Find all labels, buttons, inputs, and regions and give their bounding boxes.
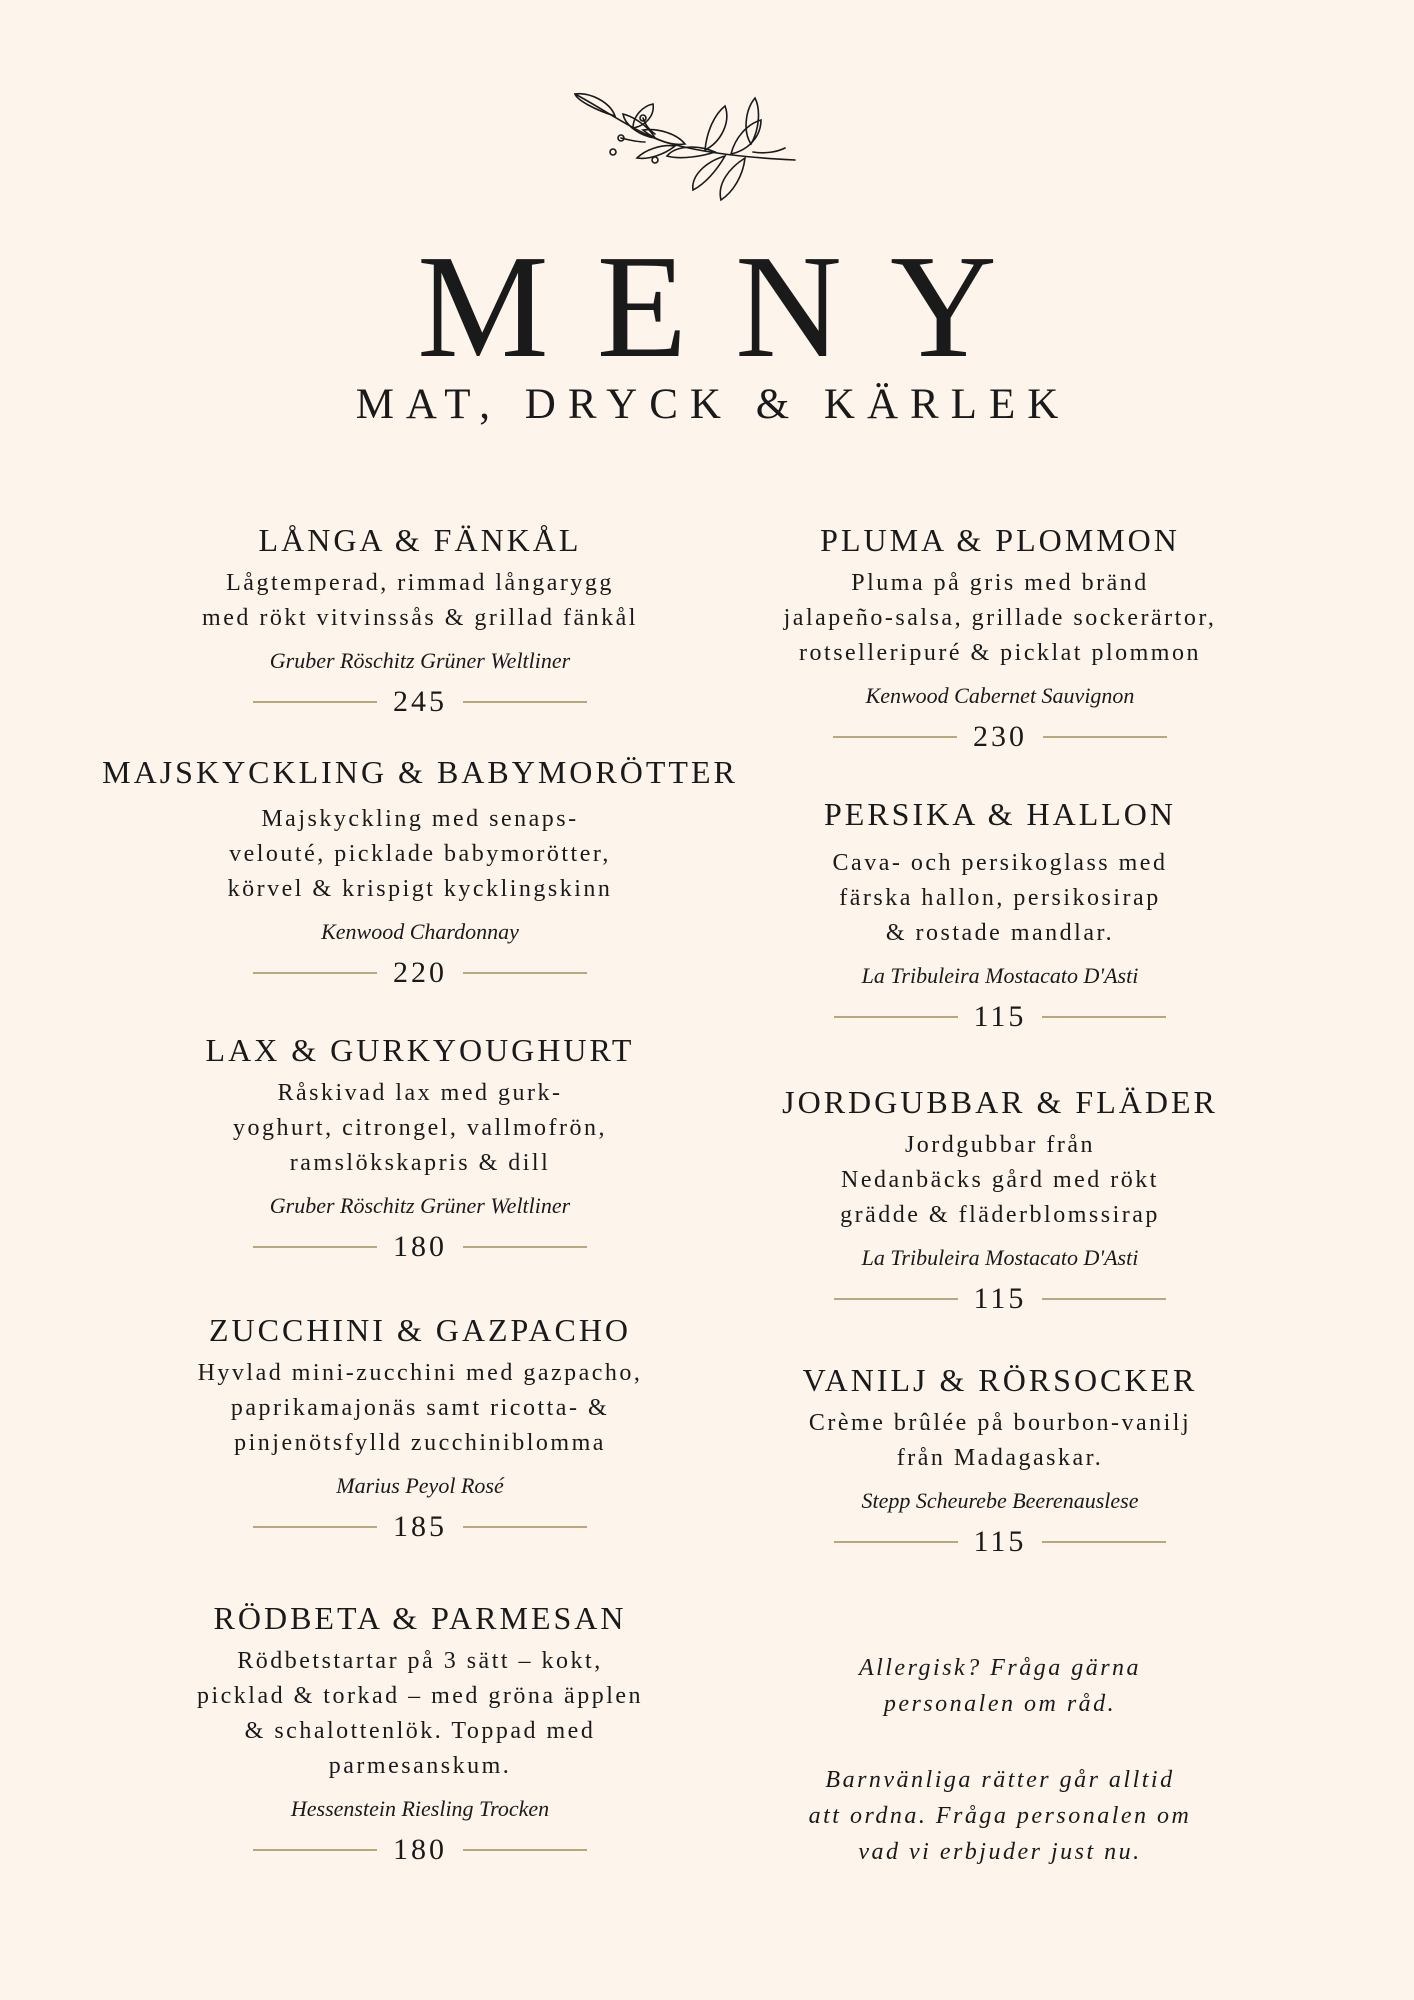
description-line: Majskyckling med senaps-	[261, 806, 579, 832]
description-line: jalapeño-salsa, grillade sockerärtor,	[783, 605, 1217, 631]
description-line: picklad & torkad – med gröna äpplen	[196, 1683, 644, 1709]
divider-line	[834, 1016, 958, 1018]
dish-name: PLUMA & PLOMMON	[820, 522, 1180, 558]
menu-item	[100, 752, 740, 991]
price-row	[740, 1281, 1260, 1317]
wine-pairing: Gruber Röschitz Grüner Weltliner	[269, 1193, 571, 1218]
divider-line	[253, 1526, 377, 1528]
dish-price: 180	[393, 1833, 447, 1866]
divider-line	[1042, 1541, 1166, 1543]
wine-pairing: Gruber Röschitz Grüner Weltliner	[269, 648, 571, 673]
price-row	[740, 719, 1260, 755]
dish-description	[100, 1644, 740, 1784]
price-row	[740, 1524, 1260, 1560]
menu-item	[740, 1082, 1260, 1317]
dish-name: JORDGUBBAR & FLÄDER	[782, 1084, 1218, 1120]
dish-description	[100, 566, 740, 636]
dish-price: 115	[973, 1525, 1027, 1558]
description-line: Hyvlad mini-zucchini med gazpacho,	[197, 1360, 643, 1386]
menu-item	[100, 520, 740, 720]
divider-line	[463, 1849, 587, 1851]
divider-line	[463, 701, 587, 703]
description-line: Lågtemperad, rimmad långarygg	[226, 570, 614, 596]
dish-name: LÅNGA & FÄNKÅL	[258, 522, 582, 558]
dish-price: 245	[393, 685, 447, 718]
divider-line	[253, 972, 377, 974]
price-row	[740, 999, 1260, 1035]
description-line: från Madagaskar.	[896, 1445, 1104, 1471]
price-row	[100, 1229, 740, 1265]
description-line: rotselleripuré & picklat plommon	[799, 640, 1201, 666]
dish-description	[740, 1406, 1260, 1476]
description-line: Nedanbäcks gård med rökt	[841, 1167, 1159, 1193]
divider-line	[463, 1526, 587, 1528]
divider-line	[1042, 1016, 1166, 1018]
wine-pairing: Hessenstein Riesling Trocken	[290, 1796, 550, 1821]
dish-description	[740, 1128, 1260, 1233]
dish-name: RÖDBETA & PARMESAN	[213, 1600, 627, 1636]
dish-description	[100, 1076, 740, 1181]
divider-line	[1043, 736, 1167, 738]
description-line: grädde & fläderblomssirap	[840, 1202, 1160, 1228]
divider-line	[253, 1849, 377, 1851]
dish-description	[740, 846, 1260, 951]
wine-pairing: Kenwood Cabernet Sauvignon	[865, 683, 1135, 708]
dish-price: 115	[973, 1282, 1027, 1315]
menu-item	[100, 1598, 740, 1868]
dish-name: ZUCCHINI & GAZPACHO	[208, 1312, 632, 1348]
description-line: & rostade mandlar.	[885, 920, 1115, 946]
wine-pairing: Marius Peyol Rosé	[336, 1473, 504, 1498]
description-line: Crème brûlée på bourbon-vanilj	[808, 1410, 1192, 1436]
divider-line	[834, 1541, 958, 1543]
divider-line	[463, 1246, 587, 1248]
dish-name: LAX & GURKYOUGHURT	[205, 1032, 635, 1068]
divider-line	[253, 701, 377, 703]
menu-item	[740, 520, 1260, 755]
note-line: vad vi erbjuder just nu.	[858, 1839, 1142, 1865]
dish-name: VANILJ & RÖRSOCKER	[802, 1362, 1198, 1398]
divider-line	[1042, 1298, 1166, 1300]
description-line: färska hallon, persikosirap	[839, 885, 1161, 911]
description-line: med rökt vitvinssås & grillad fänkål	[202, 605, 638, 631]
description-line: & schalottenlök. Toppad med	[244, 1718, 596, 1744]
divider-line	[463, 972, 587, 974]
divider-line	[834, 1298, 958, 1300]
page-title: MENY	[417, 225, 1045, 389]
dish-name: PERSIKA & HALLON	[823, 796, 1176, 832]
dish-price: 180	[393, 1230, 447, 1263]
dish-price: 115	[973, 1000, 1027, 1033]
note-line: att ordna. Fråga personalen om	[808, 1803, 1192, 1829]
menu-item	[740, 794, 1260, 1035]
note-line: Barnvänliga rätter går alltid	[825, 1767, 1175, 1793]
dish-price: 185	[393, 1510, 447, 1543]
wine-pairing: Kenwood Chardonnay	[321, 919, 519, 944]
description-line: paprikamajonäs samt ricotta- &	[230, 1395, 610, 1421]
dish-price: 230	[973, 720, 1027, 753]
divider-line	[833, 736, 957, 738]
description-line: parmesanskum.	[328, 1753, 512, 1779]
price-row	[100, 684, 740, 720]
note-line: personalen om råd.	[883, 1691, 1117, 1717]
note-line: Allergisk? Fråga gärna	[858, 1655, 1142, 1681]
menu-item	[740, 1360, 1260, 1560]
leaf-sprig-icon	[555, 80, 815, 230]
dish-description	[100, 802, 740, 907]
menu-item	[100, 1030, 740, 1265]
wine-pairing: La Tribuleira Mostacato D'Asti	[861, 1245, 1139, 1270]
description-line: körvel & krispigt kycklingskinn	[227, 876, 613, 902]
dish-description	[100, 1356, 740, 1461]
divider-line	[253, 1246, 377, 1248]
menu-item	[100, 1310, 740, 1545]
kids-note	[740, 1762, 1260, 1870]
description-line: yoghurt, citrongel, vallmofrön,	[232, 1115, 608, 1141]
description-line: pinjenötsfylld zucchiniblomma	[234, 1430, 606, 1456]
price-row	[100, 1832, 740, 1868]
dish-name: MAJSKYCKLING & BABYMORÖTTER	[102, 754, 738, 790]
wine-pairing: La Tribuleira Mostacato D'Asti	[861, 963, 1139, 988]
description-line: Cava- och persikoglass med	[832, 850, 1168, 876]
price-row	[100, 955, 740, 991]
dish-description	[740, 566, 1260, 671]
dish-price: 220	[393, 956, 447, 989]
description-line: ramslökskapris & dill	[289, 1150, 551, 1176]
allergy-note	[740, 1650, 1260, 1722]
wine-pairing: Stepp Scheurebe Beerenauslese	[861, 1488, 1139, 1513]
description-line: velouté, picklade babymorötter,	[229, 841, 611, 867]
description-line: Jordgubbar från	[904, 1132, 1096, 1158]
description-line: Råskivad lax med gurk-	[277, 1080, 563, 1106]
price-row	[100, 1509, 740, 1545]
page-subtitle: MAT, DRYCK & KÄRLEK	[355, 381, 1071, 428]
description-line: Pluma på gris med bränd	[851, 570, 1149, 596]
description-line: Rödbetstartar på 3 sätt – kokt,	[237, 1648, 603, 1674]
